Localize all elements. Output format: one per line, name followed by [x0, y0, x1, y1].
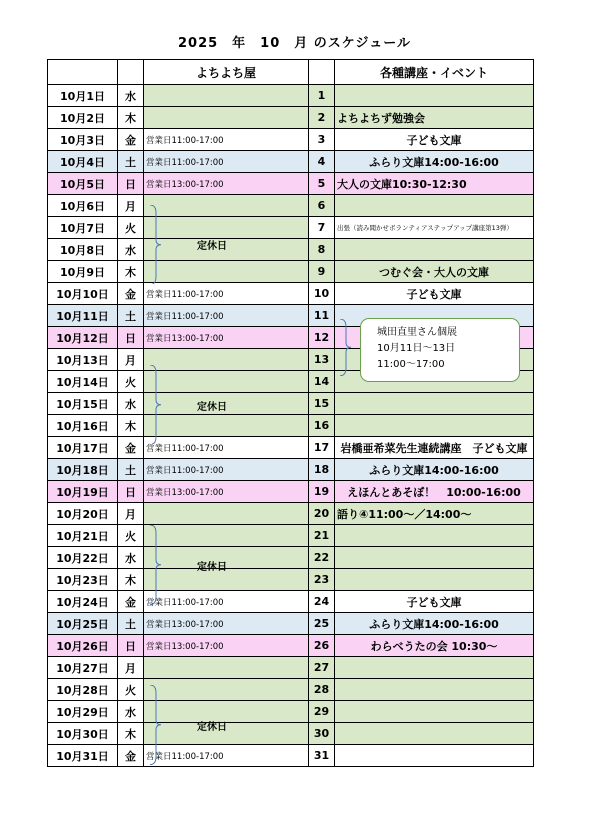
schedule-row — [48, 459, 534, 481]
weekday-cell: 月 — [118, 195, 144, 217]
day-number-cell: 28 — [309, 679, 335, 701]
event-cell: ふらり文庫14:00-16:00 — [335, 151, 534, 173]
weekday-cell: 水 — [118, 547, 144, 569]
weekday-cell: 水 — [118, 701, 144, 723]
date-cell: 10月17日 — [48, 437, 118, 459]
day-number-cell: 16 — [309, 415, 335, 437]
date-cell: 10月3日 — [48, 129, 118, 151]
closed-brace — [148, 365, 162, 445]
day-number-cell: 27 — [309, 657, 335, 679]
date-cell: 10月4日 — [48, 151, 118, 173]
day-number-cell: 30 — [309, 723, 335, 745]
date-cell: 10月22日 — [48, 547, 118, 569]
shop-hours-cell: 営業日13:00-17:00 — [144, 173, 309, 195]
weekday-cell: 火 — [118, 525, 144, 547]
weekday-cell: 金 — [118, 591, 144, 613]
event-cell: よちよちず勉強会 — [335, 107, 534, 129]
date-cell: 10月30日 — [48, 723, 118, 745]
date-cell: 10月13日 — [48, 349, 118, 371]
schedule-row — [48, 679, 534, 701]
schedule-row — [48, 195, 534, 217]
weekday-cell: 日 — [118, 481, 144, 503]
date-cell: 10月29日 — [48, 701, 118, 723]
header-shop: よちよち屋 — [144, 60, 309, 85]
page-title: 2025 年 10 月 のスケジュール — [177, 36, 412, 51]
header-events: 各種講座・イベント — [335, 60, 534, 85]
weekday-cell: 日 — [118, 173, 144, 195]
schedule-row — [48, 173, 534, 195]
date-cell: 10月7日 — [48, 217, 118, 239]
closed-brace — [148, 525, 162, 605]
day-number-cell: 2 — [309, 107, 335, 129]
weekday-cell: 木 — [118, 415, 144, 437]
day-number-cell: 29 — [309, 701, 335, 723]
schedule-row — [48, 745, 534, 767]
date-cell: 10月8日 — [48, 239, 118, 261]
day-number-cell: 26 — [309, 635, 335, 657]
schedule-row — [48, 613, 534, 635]
weekday-cell: 木 — [118, 569, 144, 591]
shop-hours-cell: 営業日11:00-17:00 — [144, 129, 309, 151]
day-number-cell: 1 — [309, 85, 335, 107]
day-number-cell: 15 — [309, 393, 335, 415]
shop-hours-cell — [144, 371, 309, 393]
event-cell: 大人の文庫10:30-12:30 — [335, 173, 534, 195]
day-number-cell: 24 — [309, 591, 335, 613]
weekday-cell: 水 — [118, 393, 144, 415]
schedule-row — [48, 723, 534, 745]
event-cell — [335, 657, 534, 679]
date-cell: 10月21日 — [48, 525, 118, 547]
weekday-cell: 木 — [118, 107, 144, 129]
closed-label: 定休日 — [197, 401, 227, 413]
date-cell: 10月16日 — [48, 415, 118, 437]
day-number-cell: 5 — [309, 173, 335, 195]
day-number-cell: 23 — [309, 569, 335, 591]
day-number-cell: 6 — [309, 195, 335, 217]
shop-hours-cell — [144, 107, 309, 129]
schedule-row — [48, 525, 534, 547]
date-cell: 10月19日 — [48, 481, 118, 503]
weekday-cell: 日 — [118, 327, 144, 349]
date-cell: 10月27日 — [48, 657, 118, 679]
event-cell — [335, 723, 534, 745]
schedule-row — [48, 283, 534, 305]
event-cell: 子ども文庫 — [335, 591, 534, 613]
weekday-cell: 火 — [118, 679, 144, 701]
day-number-cell: 7 — [309, 217, 335, 239]
schedule-row — [48, 547, 534, 569]
weekday-cell: 日 — [118, 635, 144, 657]
schedule-row — [48, 635, 534, 657]
day-number-cell: 11 — [309, 305, 335, 327]
event-cell: 語り④11:00～／14:00～ — [335, 503, 534, 525]
header-row — [48, 60, 534, 85]
schedule-row — [48, 151, 534, 173]
date-cell: 10月15日 — [48, 393, 118, 415]
shop-hours-cell: 営業日11:00-17:00 — [144, 591, 309, 613]
shop-hours-cell — [144, 195, 309, 217]
shop-hours-cell: 営業日13:00-17:00 — [144, 613, 309, 635]
event-cell — [335, 393, 534, 415]
weekday-cell: 金 — [118, 283, 144, 305]
schedule-row — [48, 701, 534, 723]
date-cell: 10月25日 — [48, 613, 118, 635]
event-cell — [335, 239, 534, 261]
day-number-cell: 22 — [309, 547, 335, 569]
schedule-row — [48, 239, 534, 261]
date-cell: 10月18日 — [48, 459, 118, 481]
event-cell — [335, 195, 534, 217]
weekday-cell: 月 — [118, 503, 144, 525]
date-cell: 10月5日 — [48, 173, 118, 195]
weekday-cell: 月 — [118, 657, 144, 679]
date-cell: 10月24日 — [48, 591, 118, 613]
day-number-cell: 25 — [309, 613, 335, 635]
schedule-row — [48, 415, 534, 437]
event-cell — [335, 85, 534, 107]
date-cell: 10月23日 — [48, 569, 118, 591]
schedule-row — [48, 591, 534, 613]
day-number-cell: 8 — [309, 239, 335, 261]
day-number-cell: 3 — [309, 129, 335, 151]
weekday-cell: 金 — [118, 437, 144, 459]
weekday-cell: 月 — [118, 349, 144, 371]
weekday-cell: 木 — [118, 723, 144, 745]
shop-hours-cell: 営業日13:00-17:00 — [144, 481, 309, 503]
weekday-cell: 水 — [118, 239, 144, 261]
event-cell: つむぐ会・大人の文庫 — [335, 261, 534, 283]
weekday-cell: 火 — [118, 371, 144, 393]
day-number-cell: 19 — [309, 481, 335, 503]
event-cell — [335, 547, 534, 569]
closed-label: 定休日 — [197, 241, 227, 253]
schedule-row — [48, 107, 534, 129]
day-number-cell: 9 — [309, 261, 335, 283]
date-cell: 10月11日 — [48, 305, 118, 327]
schedule-row — [48, 437, 534, 459]
shop-hours-cell: 営業日11:00-17:00 — [144, 151, 309, 173]
weekday-cell: 木 — [118, 261, 144, 283]
event-cell — [335, 525, 534, 547]
day-number-cell: 12 — [309, 327, 335, 349]
schedule-row — [48, 129, 534, 151]
schedule-row — [48, 481, 534, 503]
weekday-cell: 土 — [118, 151, 144, 173]
day-number-cell: 31 — [309, 745, 335, 767]
shop-hours-cell: 営業日11:00-17:00 — [144, 283, 309, 305]
closed-brace — [148, 685, 162, 765]
header-dow — [118, 60, 144, 85]
day-number-cell: 10 — [309, 283, 335, 305]
date-cell: 10月6日 — [48, 195, 118, 217]
event-cell: わらべうたの会 10:30～ — [335, 635, 534, 657]
day-number-cell: 13 — [309, 349, 335, 371]
day-number-cell: 17 — [309, 437, 335, 459]
shop-hours-cell — [144, 525, 309, 547]
event-cell — [335, 745, 534, 767]
exhibition-brace — [338, 319, 352, 376]
date-cell: 10月26日 — [48, 635, 118, 657]
weekday-cell: 金 — [118, 129, 144, 151]
schedule-row — [48, 393, 534, 415]
event-cell: 子ども文庫 — [335, 283, 534, 305]
event-cell — [335, 415, 534, 437]
event-cell: 岩橋亜希菜先生連続講座 子ども文庫 — [335, 437, 534, 459]
closed-label: 定休日 — [197, 561, 227, 573]
closed-brace — [148, 205, 162, 285]
shop-hours-cell: 営業日13:00-17:00 — [144, 635, 309, 657]
schedule-row — [48, 217, 534, 239]
date-cell: 10月14日 — [48, 371, 118, 393]
event-cell: 出張（読み聞かせボランティアステップアップ講座第13弾） — [335, 217, 534, 239]
shop-hours-cell — [144, 349, 309, 371]
shop-hours-cell — [144, 217, 309, 239]
day-number-cell: 21 — [309, 525, 335, 547]
shop-hours-cell: 営業日11:00-17:00 — [144, 305, 309, 327]
shop-hours-cell — [144, 679, 309, 701]
schedule-table — [47, 59, 534, 767]
header-num — [309, 60, 335, 85]
date-cell: 10月20日 — [48, 503, 118, 525]
weekday-cell: 水 — [118, 85, 144, 107]
header-date — [48, 60, 118, 85]
day-number-cell: 14 — [309, 371, 335, 393]
date-cell: 10月9日 — [48, 261, 118, 283]
event-cell — [335, 569, 534, 591]
schedule-row — [48, 85, 534, 107]
closed-label: 定休日 — [197, 722, 227, 734]
callout-line2: 10月11日～13日 — [377, 343, 456, 354]
event-cell — [335, 701, 534, 723]
weekday-cell: 金 — [118, 745, 144, 767]
event-cell: ふらり文庫14:00-16:00 — [335, 613, 534, 635]
callout-line3: 11:00～17:00 — [377, 359, 445, 370]
schedule-row — [48, 261, 534, 283]
event-cell: ふらり文庫14:00-16:00 — [335, 459, 534, 481]
day-number-cell: 4 — [309, 151, 335, 173]
shop-hours-cell — [144, 85, 309, 107]
event-cell: えほんとあそぼ！ 10:00-16:00 — [335, 481, 534, 503]
shop-hours-cell — [144, 415, 309, 437]
weekday-cell: 土 — [118, 613, 144, 635]
date-cell: 10月12日 — [48, 327, 118, 349]
exhibition-callout — [360, 318, 520, 382]
shop-hours-cell — [144, 261, 309, 283]
schedule-row — [48, 569, 534, 591]
weekday-cell: 火 — [118, 217, 144, 239]
date-cell: 10月10日 — [48, 283, 118, 305]
shop-hours-cell: 営業日11:00-17:00 — [144, 459, 309, 481]
day-number-cell: 18 — [309, 459, 335, 481]
schedule-row — [48, 503, 534, 525]
date-cell: 10月31日 — [48, 745, 118, 767]
callout-line1: 城田直里さん個展 — [377, 327, 457, 338]
date-cell: 10月1日 — [48, 85, 118, 107]
shop-hours-cell — [144, 657, 309, 679]
event-cell: 子ども文庫 — [335, 129, 534, 151]
event-cell — [335, 679, 534, 701]
date-cell: 10月28日 — [48, 679, 118, 701]
shop-hours-cell: 営業日11:00-17:00 — [144, 437, 309, 459]
shop-hours-cell: 営業日11:00-17:00 — [144, 745, 309, 767]
shop-hours-cell: 営業日13:00-17:00 — [144, 327, 309, 349]
weekday-cell: 土 — [118, 305, 144, 327]
day-number-cell: 20 — [309, 503, 335, 525]
date-cell: 10月2日 — [48, 107, 118, 129]
weekday-cell: 土 — [118, 459, 144, 481]
schedule-row — [48, 657, 534, 679]
shop-hours-cell — [144, 503, 309, 525]
